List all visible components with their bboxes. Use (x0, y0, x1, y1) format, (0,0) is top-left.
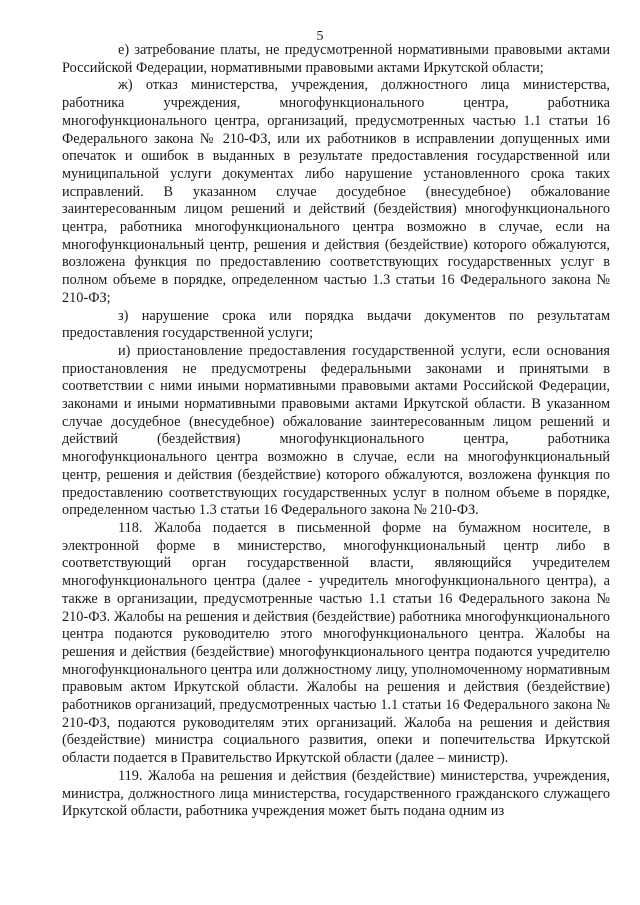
document-body (62, 42, 610, 821)
paragraph-i: и) приостановление предоставления государственной услуги, если основания приостановления не предусмотрены федеральными законами и принятыми в соответствии с ними иными нормативными правовыми актами Российской Федерации, законами и иными нормативными правовыми актами Иркутской области. В указанном случае досудебное (внесудебное) обжалование заинтересованным лицом решений и действий (бездействия) многофункционального центра, работника многофункционального центра возможно в случае, если на многофункциональный центр, решения и действия (бездействие) которого обжалуются, возложена функция по предоставлению соответствующих государственных услуг в полном объеме в порядке, определенном частью 1.3 статьи 16 Федерального закона № 210-ФЗ. (62, 342, 610, 519)
paragraph-119: 119. Жалоба на решения и действия (бездействие) министерства, учреждения, министра, должностного лица министерства, государственного гражданского служащего Иркутской области, работника учреждения может быть подана одним из (62, 767, 610, 820)
page-number: 5 (316, 29, 324, 44)
paragraph-e: е) затребование платы, не предусмотренной нормативными правовыми актами Российской Федерации, нормативными правовыми актами Иркутской области; (62, 42, 610, 76)
paragraph-z: з) нарушение срока или порядка выдачи документов по результатам предоставления государственной услуги; (62, 307, 610, 342)
paragraph-118: 118. Жалоба подается в письменной форме на бумажном носителе, в электронной форме в министерство, многофункциональный центр либо в соответствующий орган государственной власти, являющийся учредителем многофункционального центра (далее - учредитель многофункционального центра), а также в организации, предусмотренные частью 1.1 статьи 16 Федерального закона № 210-ФЗ. Жалобы на решения и действия (бездействие) работника многофункционального центра подаются руководителю этого многофункционального центра. Жалобы на решения и действия (бездействие) многофункционального центра подаются учредителю многофункционального центра или должностному лицу, уполномоченному нормативным правовым актом Иркутской области. Жалобы на решения и действия (бездействие) работников организаций, предусмотренных частью 1.1 статьи 16 Федерального закона № 210-ФЗ, подаются руководителям этих организаций. Жалоба на решения и действия (бездействие) министра социального развития, опеки и попечительства Иркутской области подается в Правительство Иркутской области (далее – министр). (62, 519, 610, 767)
paragraph-zh: ж) отказ министерства, учреждения, должностного лица министерства, работника учреждения, многофункционального центра, работника многофункционального центра, организаций, предусмотренных частью 1.1 статьи 16 Федерального закона № 210-ФЗ, или их работников в исправлении допущенных ими опечаток и ошибок в выданных в результате предоставления государственной или муниципальной услуги документах либо нарушение установленного срока таких исправлений. В указанном случае досудебное (внесудебное) обжалование заинтересованным лицом решений и действий (бездействия) многофункционального центра, работника многофункционального центра возможно в случае, если на многофункциональный центр, решения и действия (бездействие) которого обжалуются, возложена функция по предоставлению соответствующих государственных услуг в полном объеме в порядке, определенном частью 1.3 статьи 16 Федерального закона № 210-ФЗ; (62, 77, 610, 306)
